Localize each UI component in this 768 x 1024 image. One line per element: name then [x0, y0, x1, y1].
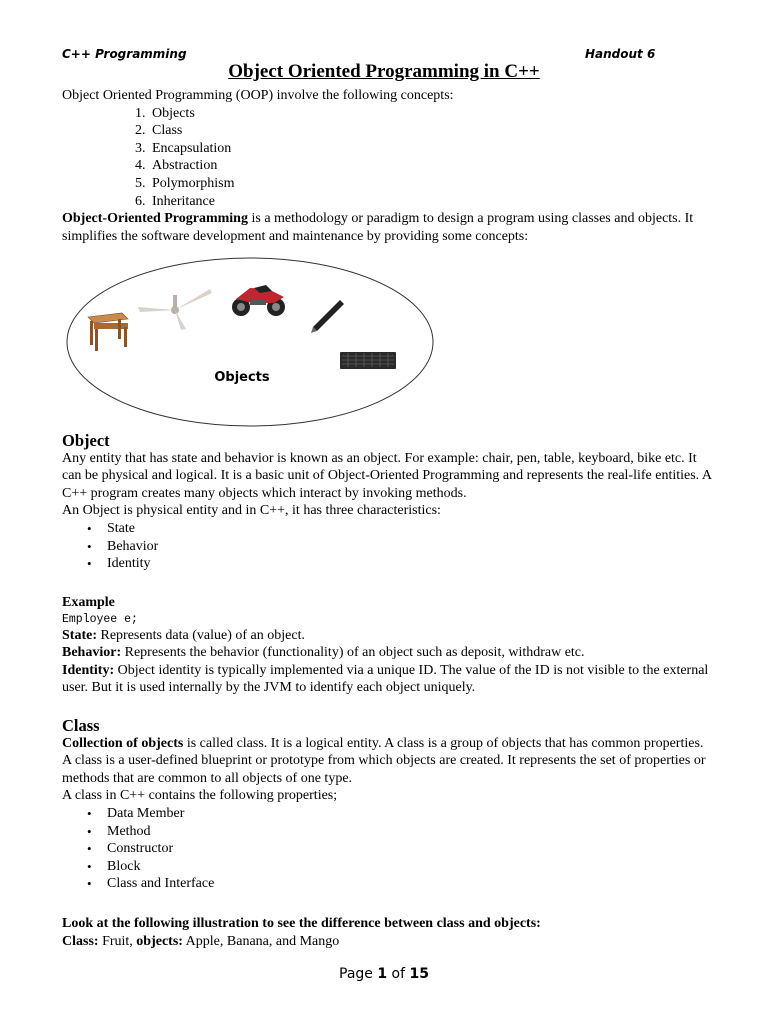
objects-figure	[60, 255, 440, 430]
keyboard-icon	[340, 352, 396, 369]
identity-text: Object identity is typically implemented via a unique ID. The value of the ID is not visible to the external user. But it is used internally by the JVM to identify each object uniquely.	[62, 662, 709, 696]
example-heading: Example	[62, 595, 115, 610]
concept-item: Polymorphism	[152, 175, 235, 191]
current-page: 1	[377, 966, 388, 982]
property-item: • Block	[107, 858, 712, 876]
concept-item: Class	[152, 123, 183, 139]
example-code: Employee e;	[62, 612, 138, 626]
objects-inline-label: objects:	[136, 933, 183, 949]
class-para-2: A class in C++ contains the following properties;	[62, 788, 338, 804]
ceiling-fan-icon	[138, 289, 212, 330]
object-para-1: Any entity that has state and behavior is known as an object. For example: chair, pen, table, keyboard, bike etc. It can be physical and logical. It is a basic unit of Object-Oriented Programming and represents the real-life entities. A C++ program creates many objects which interact by invoking methods.	[62, 450, 712, 501]
property-item: • Data Member	[107, 805, 712, 823]
object-section	[62, 432, 712, 573]
class-heading: Class	[62, 716, 100, 735]
identity-line	[62, 662, 712, 697]
illustration-block	[62, 915, 712, 950]
properties-list	[62, 805, 712, 893]
pen-icon	[311, 300, 344, 333]
behavior-text: Represents the behavior (functionality) of an object such as deposit, withdraw etc.	[121, 645, 585, 661]
characteristics-list	[62, 520, 712, 573]
class-para-1	[62, 735, 712, 788]
state-line	[62, 627, 712, 645]
concept-item: Inheritance	[152, 193, 215, 209]
object-heading: Object	[62, 431, 110, 450]
illustration-text: Look at the following illustration to see the difference between class and objects:	[62, 916, 541, 931]
table-icon	[88, 313, 128, 351]
intro-text: Object Oriented Programming (OOP) involve the following concepts:	[62, 88, 454, 103]
concept-item: Objects	[152, 105, 195, 121]
behavior-label: Behavior:	[62, 645, 122, 661]
property-item: • Method	[107, 823, 712, 841]
class-label: Class:	[62, 933, 99, 949]
behavior-line	[62, 644, 712, 662]
state-label: State:	[62, 627, 97, 643]
oop-term: Object-Oriented Programming	[62, 211, 248, 227]
header-course: C++ Programming	[62, 47, 187, 61]
page-title: Object Oriented Programming in C++	[228, 61, 540, 82]
oop-text: is a methodology or paradigm to design a program using classes and objects. It simplifies the software development and maintenance by providing some concepts:	[62, 211, 694, 244]
property-item: • Class and Interface	[107, 875, 712, 893]
class-objects-line	[62, 933, 712, 951]
class-value: Fruit,	[98, 933, 137, 949]
oop-paragraph	[62, 210, 712, 245]
concept-item: Abstraction	[152, 158, 218, 174]
header-handout: Handout 6	[585, 47, 656, 61]
class-term: Collection of objects	[62, 735, 184, 751]
state-text: Represents data (value) of an object.	[97, 627, 305, 643]
example-section	[62, 594, 712, 697]
footer-page-word: Page	[339, 966, 378, 982]
concept-item: Encapsulation	[152, 140, 232, 156]
objects-label: Objects	[214, 370, 270, 385]
objects-value: Apple, Banana, and Mango	[182, 933, 340, 949]
class-text: is called class. It is a logical entity. A class is a group of objects that has common properties. A class is a user-defined blueprint or prototype from which objects are created. It represents the set of properties or methods that are common to all objects of one type.	[62, 735, 706, 786]
total-pages: 15	[409, 966, 429, 982]
characteristic-item: • Behavior	[107, 538, 712, 556]
property-item: • Constructor	[107, 840, 712, 858]
page-footer	[0, 966, 768, 984]
identity-label: Identity:	[62, 662, 115, 678]
characteristic-item: • State	[107, 520, 712, 538]
motorbike-icon	[232, 285, 285, 316]
objects-ellipse	[67, 258, 433, 426]
characteristic-item: • Identity	[107, 555, 712, 573]
object-para-2: An Object is physical entity and in C++, it has three characteristics:	[62, 503, 441, 519]
class-section	[62, 717, 712, 893]
concepts-list	[62, 105, 712, 211]
footer-of-word: of	[387, 966, 410, 982]
intro-block	[62, 87, 712, 245]
